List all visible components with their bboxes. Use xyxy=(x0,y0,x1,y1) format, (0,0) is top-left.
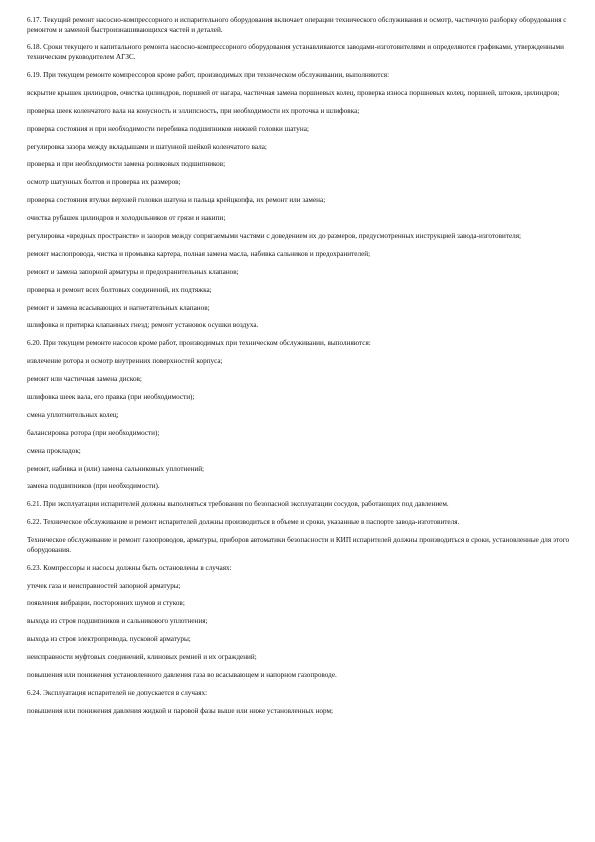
list-item: осмотр шатунных болтов и проверка их размеров; xyxy=(27,178,181,187)
list-item: балансировка ротора (при необходимости); xyxy=(27,428,160,437)
list-item: утечек газа и неисправностей запорной арматуры; xyxy=(27,581,181,590)
paragraph-6-23: 6.23. Компрессоры и насосы должны быть остановлены в случаях: xyxy=(27,563,232,572)
list-item: проверка шеек коленчатого вала на конусность и эллипсность, при необходимости их проточка и шлифовка; xyxy=(27,106,360,115)
list-item: замена подшипников (при необходимости). xyxy=(27,482,160,491)
paragraph-maintenance: Техническое обслуживание и ремонт газопроводов, арматуры, приборов автоматики безопасности и КИП испарителей должны производиться в сроки, установленные для этого оборудования. xyxy=(27,536,570,554)
list-item: повышения или понижения давления жидкой и паровой фазы выше или ниже установленных норм; xyxy=(27,706,334,715)
list-item: смена уплотнительных колец; xyxy=(27,410,119,419)
paragraph-6-24: 6.24. Эксплуатация испарителей не допускается в случаях: xyxy=(27,688,208,697)
paragraph-6-18: 6.18. Сроки текущего и капитального ремонта насосно-компрессорного оборудования устанавливаются заводами-изготовителями и определяются графиками, утвержденными техническим руководителем АГЗС. xyxy=(27,43,564,62)
list-item: неисправности муфтовых соединений, клиновых ремней и их ограждений; xyxy=(27,653,257,662)
list-item: регулировка зазора между вкладышами и шатунной шейкой коленчатого вала; xyxy=(27,142,267,151)
list-item: шлифовка шеек вала, его правка (при необходимости); xyxy=(27,393,195,401)
paragraph-6-17: 6.17. Текущий ремонт насосно-компрессорного и испарительного оборудования включает операции технического обслуживания и осмотр, частичную разборку оборудования с ремонтом и заменой быстроизнашивающихся частей и деталей. xyxy=(27,16,567,34)
list-item: проверка и при необходимости замена роликовых подшипников; xyxy=(27,160,226,169)
list-item: проверка и ремонт всех болтовых соединений, их подтяжка; xyxy=(27,285,212,294)
list-item: смена прокладок; xyxy=(27,446,81,455)
list-item: ремонт, набивка и (или) замена сальниковых уплотнений; xyxy=(27,464,205,473)
list-item: ремонт и замена запорной арматуры и предохранительных клапанов; xyxy=(27,267,239,276)
paragraph-6-21: 6.21. При эксплуатации испарителей должны выполняться требования по безопасной эксплуатации сосудов, работающих под давлением. xyxy=(27,500,449,509)
list-item: выхода из строя подшипников и сальникового уплотнения; xyxy=(27,617,208,626)
paragraph-6-22: 6.22. Техническое обслуживание и ремонт испарителей должны производиться в объеме и сроки, указанные в паспорте завода-изготовителя. xyxy=(27,518,460,527)
list-item: проверка состояния и при необходимости перебивка подшипников нижней головки шатуна; xyxy=(27,124,309,133)
list-item: ремонт и замена всасывающих и нагнетательных клапанов; xyxy=(27,303,210,312)
list-item: появления вибрации, посторонних шумов и стуков; xyxy=(27,599,185,608)
paragraph-6-20: 6.20. При текущем ремонте насосов кроме работ, производимых при техническом обслуживании, выполняются: xyxy=(27,339,371,348)
list-item: регулировка «вредных пространств» и зазоров между сопрягаемыми частями с доведением их до размеров, предусмотренных инструкцией завода-изготовителя; xyxy=(27,231,522,240)
paragraph-6-19: 6.19. При текущем ремонте компрессоров кроме работ, производимых при техническом обслуживании, выполняются: xyxy=(27,70,390,79)
list-item: повышения или понижения установленного давления газа во всасывающем и напорном газопроводе. xyxy=(27,670,337,679)
list-item: шлифовка и притирка клапанных гнезд; ремонт установок осушки воздуха. xyxy=(27,321,259,330)
list-item: ремонт маслопровода, чистка и промывка картера, полная замена масла, набивка сальников и предохранителей; xyxy=(27,249,371,258)
list-item: извлечение ротора и осмотр внутренних поверхностей корпуса; xyxy=(27,357,223,366)
list-item: очистка рубашек цилиндров и холодильников от грязи и накипи; xyxy=(27,214,226,223)
list-item: выхода из строя электропривода, пусковой арматуры; xyxy=(27,635,191,644)
list-item: проверка состояния втулки верхней головки шатуна и пальца крейцкопфа, их ремонт или замена; xyxy=(27,196,326,205)
list-item: ремонт или частичная замена дисков; xyxy=(27,375,142,384)
list-item: вскрытие крышек цилиндров, очистка цилиндров, поршней от нагара, частичная замена поршневых колец, проверка износа поршневых колец, поршней, штоков, цилиндров; xyxy=(27,88,560,97)
